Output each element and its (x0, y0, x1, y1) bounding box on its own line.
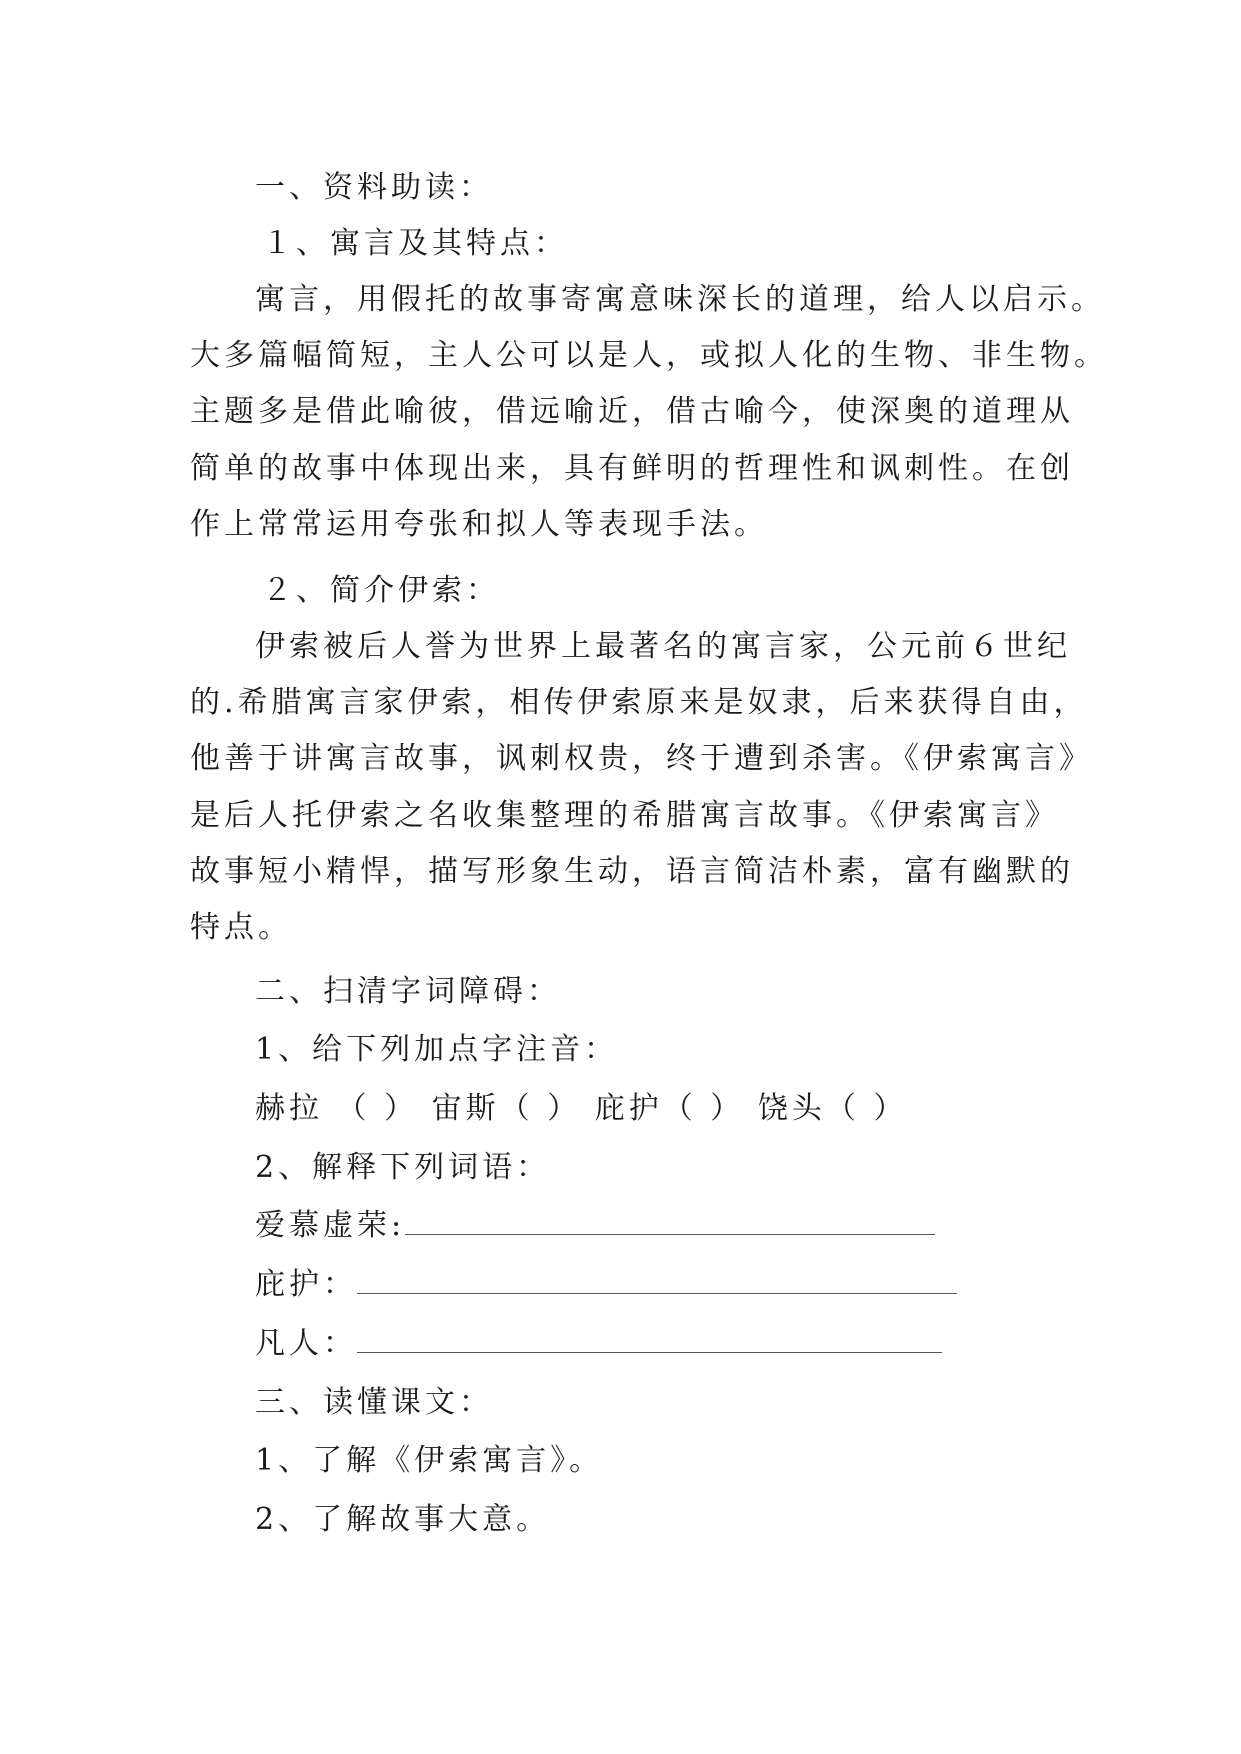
paragraph-line: 大多篇幅简短，主人公可以是人，或拟人化的生物、非生物。 (190, 338, 1108, 373)
term-label: 爱慕虚荣: (255, 1208, 406, 1243)
paragraph-line: 伊索被后人誉为世界上最著名的寓言家，公元前６世纪 (255, 629, 1071, 664)
pinyin-item[interactable]: 赫拉 （ ） (255, 1091, 419, 1126)
paragraph-line: 他善于讲寓言故事，讽刺权贵，终于遭到杀害。《伊索寓言》 (190, 741, 1093, 776)
pinyin-item[interactable]: 宙斯（ ） (431, 1091, 582, 1126)
paragraph-line: 的.希腊寓言家伊索，相传伊索原来是奴隶，后来获得自由， (190, 685, 1088, 720)
paragraph-line: 作上常常运用夸张和拟人等表现手法。 (190, 507, 768, 542)
section3-question-2: 2、了解故事大意。 (255, 1502, 551, 1537)
section1-item1-title: １、寓言及其特点： (262, 226, 568, 261)
paragraph-line: 简单的故事中体现出来，具有鲜明的哲理性和讽刺性。在创 (190, 451, 1074, 486)
answer-blank[interactable] (357, 1324, 942, 1353)
section1-heading: 一、资料助读： (255, 170, 493, 205)
paragraph-line: 故事短小精悍，描写形象生动，语言简洁朴素，富有幽默的 (190, 854, 1074, 889)
paragraph-line: 是后人托伊索之名收集整理的希腊寓言故事。《伊索寓言》 (190, 798, 1059, 833)
term-row (255, 1206, 935, 1246)
answer-blank[interactable] (405, 1206, 935, 1235)
paragraph-line: 主题多是借此喻彼，借远喻近，借古喻今，使深奥的道理从 (190, 394, 1074, 429)
section3-question-1: 1、了解《伊索寓言》。 (255, 1443, 604, 1478)
answer-blank[interactable] (357, 1265, 957, 1294)
term-row (255, 1265, 957, 1305)
pinyin-item[interactable]: 饶头（ ） (757, 1091, 908, 1126)
section3-heading: 三、读懂课文： (255, 1385, 493, 1420)
term-row (255, 1324, 942, 1364)
paragraph-line: 特点。 (190, 910, 292, 945)
term-label: 庇护： (255, 1267, 357, 1302)
pinyin-item[interactable]: 庇护（ ） (594, 1091, 745, 1126)
section2-question-1: 1、给下列加点字注音： (255, 1032, 619, 1067)
section2-question-2: 2、解释下列词语： (255, 1150, 551, 1185)
term-label: 凡人： (255, 1326, 357, 1361)
paragraph-line: 寓言，用假托的故事寄寓意味深长的道理，给人以启示。 (255, 282, 1105, 317)
pinyin-row (255, 1089, 907, 1129)
section1-item2-title: ２、简介伊索： (262, 573, 500, 608)
section2-heading: 二、扫清字词障碍： (255, 974, 561, 1009)
